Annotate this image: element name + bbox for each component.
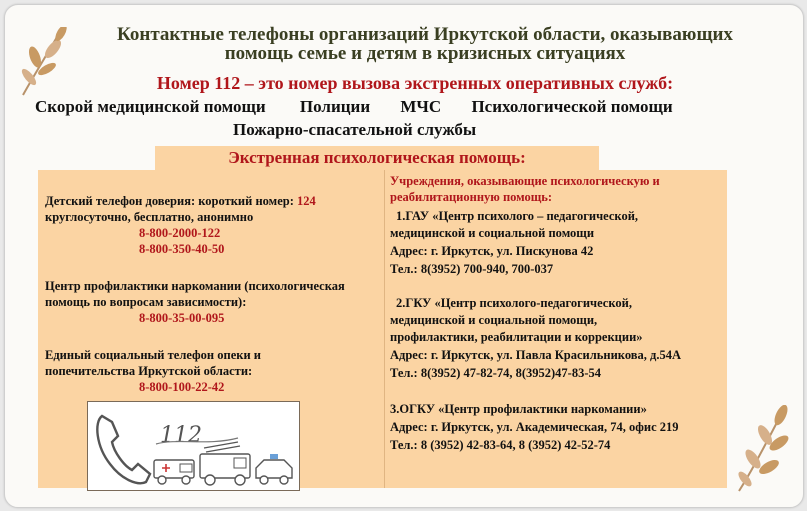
services-list bbox=[35, 97, 755, 117]
drug-center-phone: 8-800-35-00-095 bbox=[139, 311, 225, 325]
fire-truck-icon bbox=[200, 442, 250, 485]
org1-name-2: медицинской и социальной помощи bbox=[390, 226, 595, 240]
service-police: Полиции bbox=[299, 97, 371, 116]
helpline-phone-1: 8-800-2000-122 bbox=[139, 226, 221, 240]
helpline-label: Детский телефон доверия: короткий номер: 124 bbox=[45, 194, 316, 208]
org1-name-1: 1.ГАУ «Центр психолого – педагогической, bbox=[396, 209, 639, 223]
institutions-heading-2: реабилитационную помощь: bbox=[390, 190, 553, 204]
service-ambulance: Скорой медицинской помощи bbox=[35, 97, 266, 116]
number-112: 112 bbox=[160, 423, 202, 448]
guardianship-phone: 8-800-100-22-42 bbox=[139, 380, 225, 394]
org2-name-3: профилактики, реабилитации и коррекции» bbox=[390, 330, 643, 344]
org1-phone: Тел.: 8(3952) 700-940, 700-037 bbox=[390, 262, 554, 276]
title-line-1: Контактные телефоны организаций Иркутской области, оказывающих bbox=[117, 24, 733, 45]
ambulance-icon bbox=[154, 460, 194, 484]
guardianship-label-1: Единый социальный телефон опеки и bbox=[45, 348, 261, 362]
phone-handset-icon bbox=[97, 416, 150, 483]
section-banner: Экстренная психологическая помощь: bbox=[155, 146, 599, 170]
helpline-phone-2: 8-800-350-40-50 bbox=[139, 242, 225, 256]
org2-name-2: медицинской и социальной помощи, bbox=[390, 313, 598, 327]
helpline-short-number: 124 bbox=[296, 194, 316, 208]
page-title bbox=[65, 25, 785, 63]
title-line-2: помощь семье и детям в кризисных ситуациях bbox=[224, 43, 626, 64]
service-fire-rescue: Пожарно-спасательной службы bbox=[233, 120, 477, 139]
org1-address: Адрес: г. Иркутск, ул. Пискунова 42 bbox=[390, 244, 594, 258]
org2-address: Адрес: г. Иркутск, ул. Павла Красильникова, д.54А bbox=[390, 348, 681, 362]
subtitle-112: Номер 112 – это номер вызова экстренных оперативных служб: bbox=[156, 73, 674, 93]
org2-phone: Тел.: 8(3952) 47-82-74, 8(3952)47-83-54 bbox=[390, 366, 602, 380]
guardianship-label-2: попечительства Иркутской области: bbox=[45, 364, 253, 378]
org3-name: 3.ОГКУ «Центр профилактики наркомании» bbox=[390, 402, 647, 416]
institutions-heading-1: Учреждения, оказывающие психологическую и bbox=[390, 174, 660, 188]
emergency-illustration bbox=[87, 401, 300, 491]
service-psychological: Психологической помощи bbox=[471, 97, 673, 116]
emergency-drawing bbox=[88, 402, 299, 490]
org3-phone: Тел.: 8 (3952) 42-83-64, 8 (3952) 42-52-74 bbox=[390, 438, 611, 452]
service-mchs: МЧС bbox=[400, 97, 442, 116]
slide bbox=[4, 4, 804, 508]
helpline-terms: круглосуточно, бесплатно, анонимно bbox=[45, 210, 254, 224]
leaf-branch-icon bbox=[731, 405, 797, 495]
org3-address: Адрес: г. Иркутск, ул. Академическая, 74, офис 219 bbox=[390, 420, 679, 434]
drug-center-label-2: помощь по вопросам зависимости): bbox=[45, 295, 247, 309]
org2-name-1: 2.ГКУ «Центр психолого-педагогической, bbox=[396, 296, 632, 310]
drug-center-label-1: Центр профилактики наркомании (психологическая bbox=[45, 279, 345, 293]
police-car-icon bbox=[256, 454, 292, 484]
